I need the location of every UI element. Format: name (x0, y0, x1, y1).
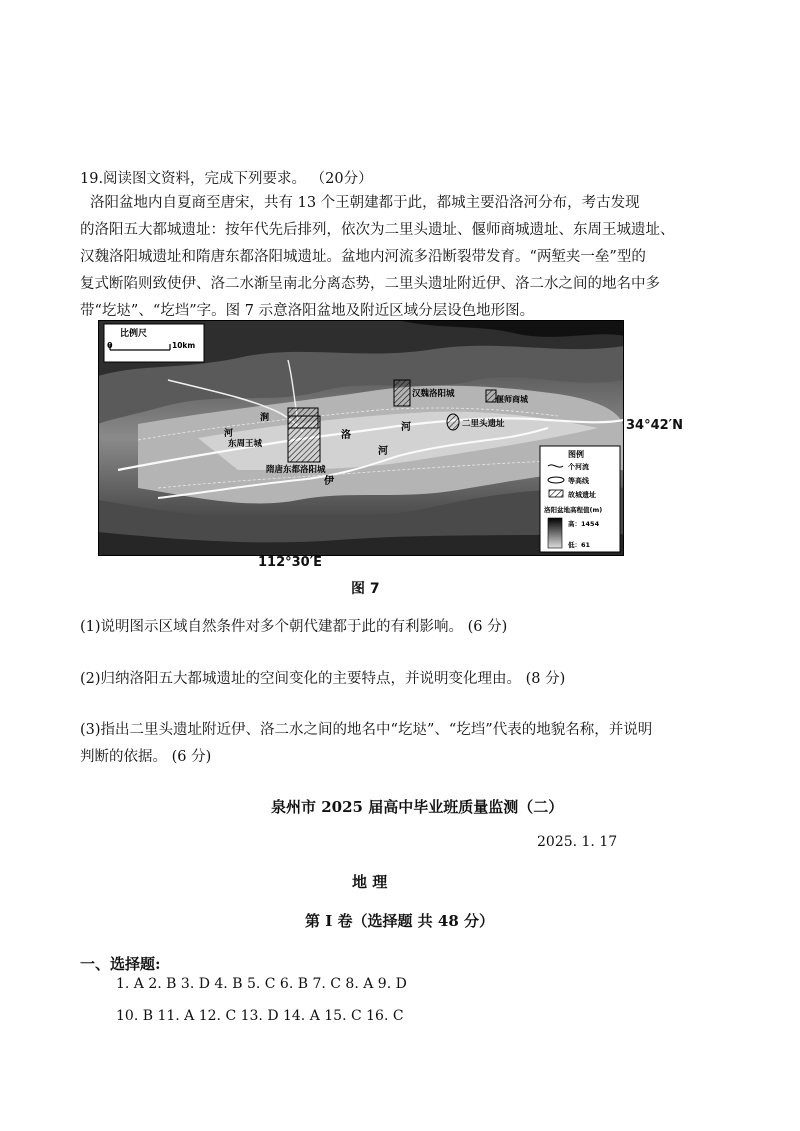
subquestion-3-line-2: 判断的依据。 (6 分) (80, 749, 212, 765)
site-erlitou: 二里头遗址 (462, 419, 505, 429)
legend-title: 图例 (568, 450, 584, 459)
paragraph-line: 带“圪垯”、“圪垱”字。图 7 示意洛阳盆地及附近区域分层设色地形图。 (80, 303, 535, 319)
erlitou-ruins-marker (447, 414, 459, 430)
question-header: 19.阅读图文资料，完成下列要求。 （20分） (80, 171, 373, 187)
legend-high: 高：1454 (568, 520, 600, 528)
paragraph-line: 汉魏洛阳城遗址和隋唐东都洛阳城遗址。盆地内河流多沿断裂带发育。“两堑夹一垒”型的 (80, 249, 646, 265)
answer-section-heading: 一、选择题: (80, 955, 161, 973)
scale-title: 比例尺 (120, 329, 148, 339)
answer-exam-title: 泉州市 2025 届高中毕业班质量监测（二） (271, 798, 564, 816)
answer-date: 2025. 1. 17 (537, 834, 618, 850)
latitude-label: 34°42′N (626, 418, 683, 433)
legend-ruins: 故城遗址 (568, 491, 596, 499)
paragraph-line: 洛阳盆地内自夏商至唐宋，共有 13 个王朝建都于此，都城主要沿洛河分布，考古发现 (90, 195, 640, 211)
subquestion-3-line-1: (3)指出二里头遗址附近伊、洛二水之间的地名中“圪垯”、“圪垱”代表的地貌名称，并说明 (80, 722, 653, 738)
legend-river: 个河流 (568, 463, 589, 471)
river-label-yi-he: 河 (378, 446, 388, 457)
terrain-map (98, 320, 624, 556)
figure-caption: 图 7 (351, 581, 380, 597)
answer-subject: 地 理 (352, 873, 388, 891)
legend-low: 低：61 (568, 541, 591, 549)
site-yanshi: 偃师商城 (496, 395, 528, 404)
site-hanwei: 汉魏洛阳城 (412, 389, 455, 399)
legend-contour: 等高线 (568, 477, 589, 485)
river-label-chan: 河 (224, 429, 234, 439)
river-label-luo: 洛 (341, 430, 351, 441)
legend-ruins-symbol (549, 490, 563, 497)
subquestion-1: (1)说明图示区域自然条件对多个朝代建都于此的有利影响。 (6 分) (80, 619, 508, 635)
question-paragraph (80, 190, 680, 325)
answer-volume-heading: 第 I 卷（选择题 共 48 分） (305, 912, 495, 930)
scale-zero: 0 (107, 341, 113, 350)
suitang-ruins-marker (288, 416, 320, 462)
subquestion-2: (2)归纳洛阳五大都城遗址的空间变化的主要特点，并说明变化理由。 (8 分) (80, 671, 566, 687)
legend-elev-title: 洛阳盆地高程值(m) (544, 506, 603, 514)
hanwei-ruins-marker (394, 380, 410, 406)
answer-line-1: 1. A 2. B 3. D 4. B 5. C 6. B 7. C 8. A 9. D (116, 976, 407, 992)
site-suitang: 隋唐东都洛阳城 (266, 465, 326, 475)
scale-end: 10km (172, 341, 196, 350)
river-label-jian: 涧 (260, 413, 270, 423)
site-dongzhou: 东周王城 (228, 439, 263, 449)
legend-elev-ramp (548, 518, 562, 548)
river-label-luo-he: 河 (401, 422, 411, 433)
paragraph-line: 复式断陷则致使伊、洛二水渐呈南北分离态势，二里头遗址附近伊、洛二水之间的地名中多 (80, 276, 660, 292)
answer-line-2: 10. B 11. A 12. C 13. D 14. A 15. C 16. C (116, 1008, 404, 1024)
paragraph-line: 的洛阳五大都城遗址：按年代先后排列，依次为二里头遗址、偃师商城遗址、东周王城遗址、 (80, 222, 675, 238)
longitude-label: 112°30′E (258, 555, 323, 570)
yanshi-ruins-marker (486, 390, 496, 402)
river-label-yi: 伊 (324, 476, 334, 487)
